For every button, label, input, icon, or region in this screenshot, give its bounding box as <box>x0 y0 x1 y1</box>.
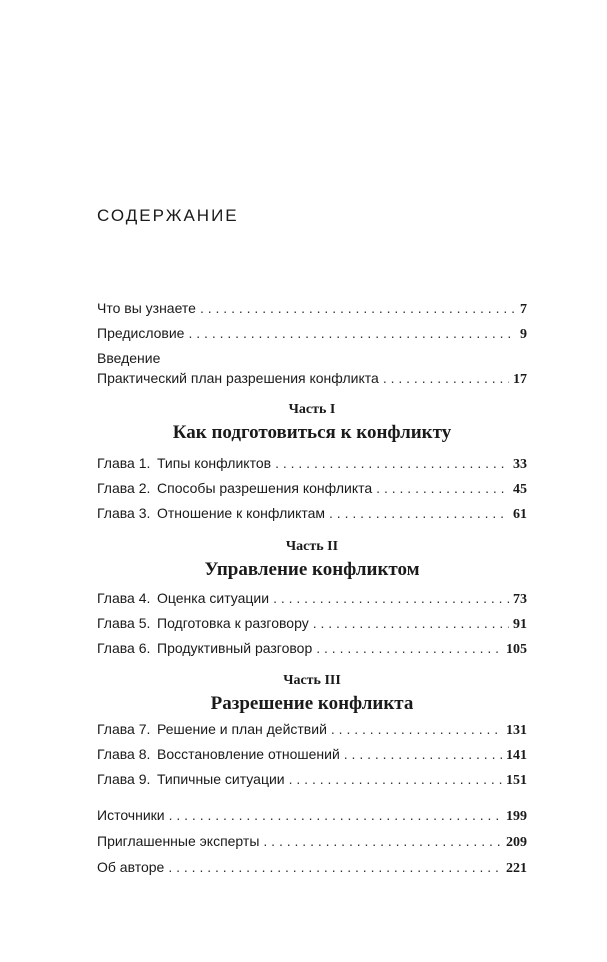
toc-entry-about-author <box>97 856 527 878</box>
toc-chapter-entry <box>97 637 527 659</box>
chapter-number: Глава 1. <box>97 455 151 471</box>
entry-page: 221 <box>506 861 527 876</box>
leader-dots <box>200 297 516 319</box>
entry-label: Источники <box>97 807 165 823</box>
toc-entry-sources <box>97 804 527 826</box>
entry-label: Об авторе <box>97 859 165 875</box>
entry-page: 105 <box>506 642 527 657</box>
toc-entry-preface <box>97 322 527 344</box>
chapter-number: Глава 2. <box>97 480 151 496</box>
entry-label: Приглашенные эксперты <box>97 833 260 849</box>
toc-chapter-entry <box>97 612 527 634</box>
chapter-title: Продуктивный разговор <box>157 640 313 656</box>
toc-entry-guest-experts <box>97 830 527 852</box>
entry-page: 73 <box>513 592 527 607</box>
entry-page: 17 <box>513 372 527 387</box>
leader-dots <box>169 804 502 826</box>
leader-dots <box>273 587 509 609</box>
entry-label: Что вы узнаете <box>97 300 196 316</box>
part-title: Разрешение конфликта <box>210 693 414 714</box>
toc-chapter-entry <box>97 718 527 740</box>
entry-label: Практический план разрешения конфликта <box>97 370 379 386</box>
leader-dots <box>329 502 509 524</box>
chapter-number: Глава 9. <box>97 771 151 787</box>
chapter-title: Подготовка к разговору <box>157 615 309 631</box>
leader-dots <box>188 322 516 344</box>
leader-dots <box>383 367 509 389</box>
intro-heading: Введение <box>97 350 161 366</box>
chapter-title: Типичные ситуации <box>157 771 285 787</box>
chapter-title: Восстановление отношений <box>157 746 340 762</box>
toc-entry-intro <box>97 367 527 389</box>
entry-page: 141 <box>506 748 527 763</box>
chapter-number: Глава 7. <box>97 721 151 737</box>
entry-page: 131 <box>506 723 527 738</box>
entry-page: 45 <box>513 482 527 497</box>
chapter-number: Глава 3. <box>97 505 151 521</box>
leader-dots <box>316 637 502 659</box>
chapter-number: Глава 4. <box>97 590 151 606</box>
chapter-title: Способы разрешения конфликта <box>157 480 373 496</box>
toc-chapter-entry <box>97 743 527 765</box>
chapter-number: Глава 5. <box>97 615 151 631</box>
entry-page: 33 <box>513 457 527 472</box>
toc-entry-what-you-learn <box>97 297 527 319</box>
chapter-number: Глава 8. <box>97 746 151 762</box>
toc-chapter-entry <box>97 452 527 474</box>
toc-chapter-entry <box>97 502 527 524</box>
entry-page: 151 <box>506 773 527 788</box>
leader-dots <box>344 743 502 765</box>
entry-page: 61 <box>513 507 527 522</box>
leader-dots <box>168 856 502 878</box>
chapter-title: Отношение к конфликтам <box>157 505 326 521</box>
part-label: Часть I <box>288 402 336 417</box>
entry-page: 7 <box>520 302 527 317</box>
leader-dots <box>289 768 502 790</box>
entry-page: 209 <box>506 835 527 850</box>
toc-chapter-entry <box>97 587 527 609</box>
toc-chapter-entry <box>97 768 527 790</box>
leader-dots <box>376 477 509 499</box>
part-title: Как подготовиться к конфликту <box>172 422 452 443</box>
entry-page: 91 <box>513 617 527 632</box>
leader-dots <box>331 718 502 740</box>
toc-heading: СОДЕРЖАНИЕ <box>97 206 239 225</box>
entry-page: 9 <box>520 327 527 342</box>
chapter-title: Оценка ситуации <box>157 590 270 606</box>
chapter-title: Типы конфликтов <box>157 455 272 471</box>
part-label: Часть II <box>285 539 339 554</box>
chapter-title: Решение и план действий <box>157 721 327 737</box>
leader-dots <box>263 830 502 852</box>
entry-page: 199 <box>506 809 527 824</box>
entry-label: Предисловие <box>97 325 185 341</box>
toc-chapter-entry <box>97 477 527 499</box>
part-label: Часть III <box>283 673 341 688</box>
part-title: Управление конфликтом <box>204 559 420 580</box>
leader-dots <box>313 612 509 634</box>
leader-dots <box>275 452 509 474</box>
chapter-number: Глава 6. <box>97 640 151 656</box>
